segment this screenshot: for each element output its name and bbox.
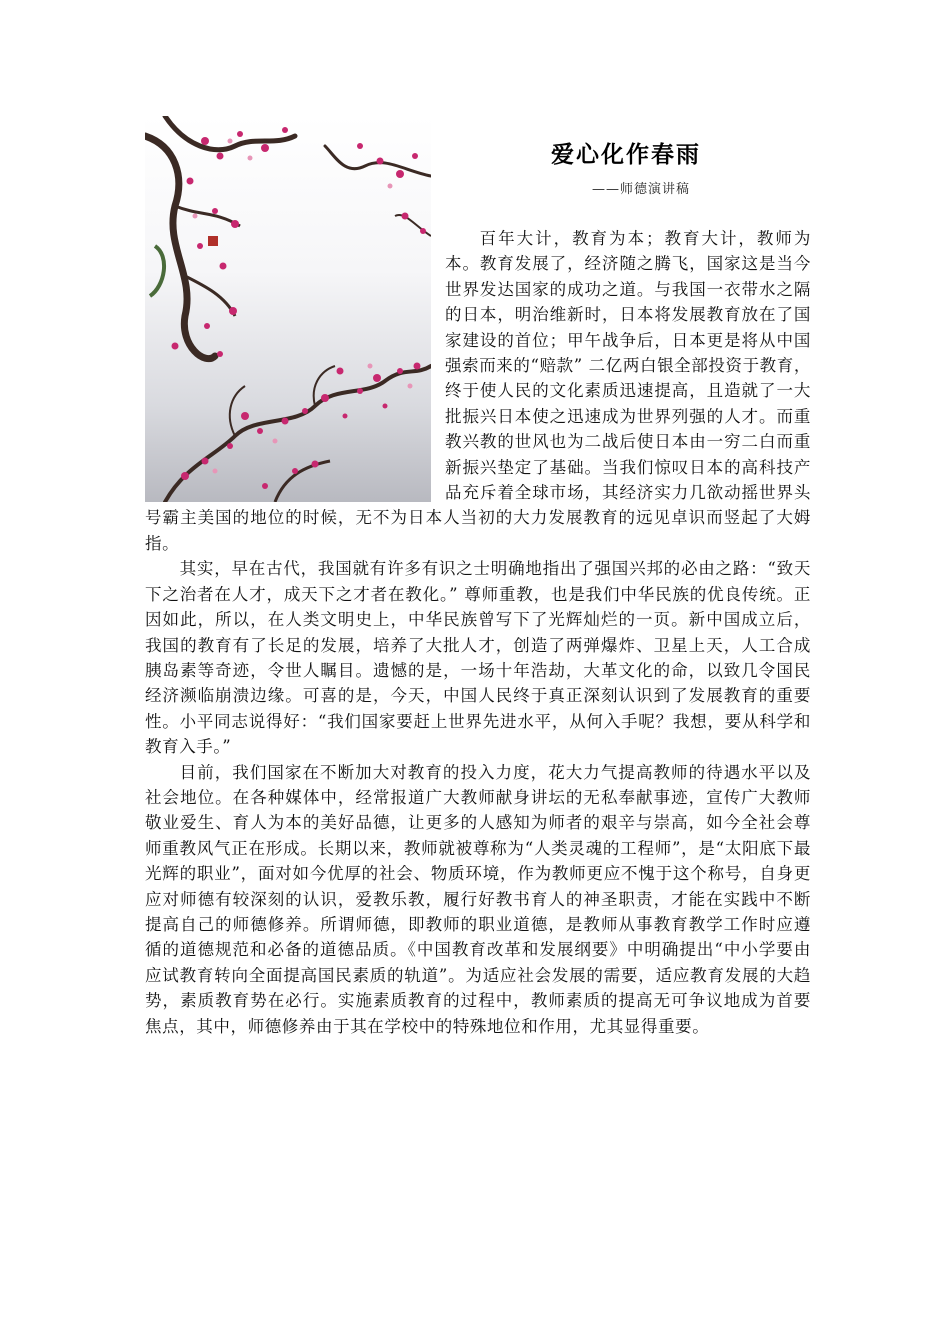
- article-body: [145, 226, 811, 1039]
- paragraph: 百年大计，教育为本；教育大计，教师为本。教育发展了，经济随之腾飞，国家这是当今世界发达国家的成功之道。与我国一衣带水之隔的日本，明治维新时，日本将发展教育放在了国家建设的首位；甲午战争后，日本更是将从中国强索而来的“赔款” 二亿两白银全部投资于教育，终于使人民的文化素质迅速提高，且造就了一大批振兴日本使之迅速成为世界列强的人才。而重教兴教的世风也为二战后使日本由一穷二白而重新振兴垫定了基础。当我们惊叹日本的高科技产品充斥着全球市场，其经济实力几欲动摇世界头号霸主美国的地位的时候，无不为日本人当初的大力发展教育的远见卓识而竖起了大姆指。: [145, 229, 811, 553]
- page-subtitle: ——师德演讲稿: [592, 182, 691, 197]
- paragraph: 其实，早在古代，我国就有许多有识之士明确地指出了强国兴邦的必由之路：“致天下之治者在人才，成天下之才者在教化。” 尊师重教，也是我们中华民族的优良传统。正因如此，所以，在人类文明史上，中华民族曾写下了光辉灿烂的一页。新中国成立后，我国的教育有了长足的发展，培养了大批人才，创造了两弹爆炸、卫星上天，人工合成胰岛素等奇迹，令世人瞩目。遗憾的是，一场十年浩劫，大革文化的命，以致几令国民经济濒临崩溃边缘。可喜的是，今天，中国人民终于真正深刻认识到了发展教育的重要性。小平同志说得好：“我们国家要赶上世界先进水平，从何入手呢？我想，要从科学和教育入手。”: [145, 559, 811, 757]
- paragraph: 目前，我们国家在不断加大对教育的投入力度，花大力气提高教师的待遇水平以及社会地位。在各种媒体中，经常报道广大教师献身讲坛的无私奉献事迹，宣传广大教师敬业爱生、育人为本的美好品德，让更多的人感知为师者的艰辛与崇高，如今全社会尊师重教风气正在形成。长期以来，教师就被尊称为“人类灵魂的工程师”，是“太阳底下最光辉的职业”，面对如今优厚的社会、物质环境，作为教师更应不愧于这个称号，自身更应对师德有较深刻的认识，爱教乐教，履行好教书育人的神圣职责，才能在实践中不断提高自己的师德修养。所谓师德，即教师的职业道德，是教师从事教育教学工作时应遵循的道德规范和必备的道德品质。《中国教育改革和发展纲要》中明确提出“中小学要由应试教育转向全面提高国民素质的轨道”。为适应社会发展的需要，适应教育发展的大趋势，素质教育势在必行。实施素质教育的过程中，教师素质的提高无可争议地成为首要焦点，其中，师德修养由于其在学校中的特殊地位和作用，尤其显得重要。: [145, 762, 811, 1036]
- image-wrap-spacer: [145, 226, 445, 502]
- page-title: 爱心化作春雨: [551, 141, 701, 168]
